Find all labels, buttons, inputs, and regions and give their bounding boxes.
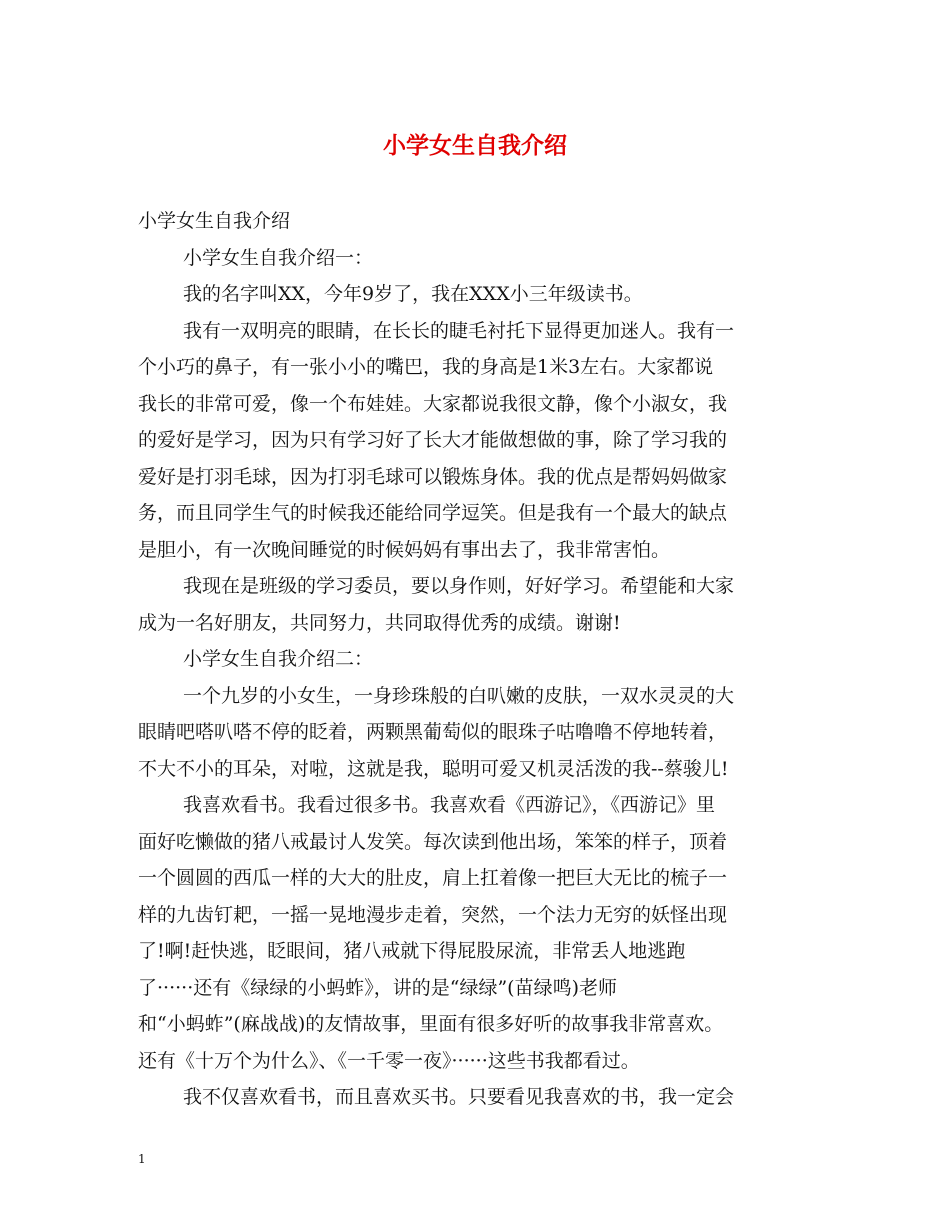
paragraph-line: 务，而且同学生气的时候我还能给同学逗笑。但是我有一个最大的缺点 (138, 502, 728, 524)
subsection-heading: 小学女生自我介绍二： (183, 648, 374, 670)
paragraph-line: 不大不小的耳朵，对啦，这就是我，聪明可爱又机灵活泼的我--蔡骏儿! (138, 757, 729, 780)
document-body (138, 203, 818, 1116)
paragraph-line: 还有《十万个为什么》、《一千零一夜》······这些书我都看过。 (138, 1049, 640, 1072)
paragraph-line: 一个圆圆的西瓜一样的大大的肚皮，肩上扛着像一把巨大无比的梳子一 (138, 867, 728, 889)
paragraph-line: 爱好是打羽毛球，因为打羽毛球可以锻炼身体。我的优点是帮妈妈做家 (138, 465, 728, 488)
paragraph-line: 我有一双明亮的眼睛，在长长的睫毛衬托下显得更加迷人。我有一 (183, 319, 735, 342)
paragraph-line: 我现在是班级的学习委员，要以身作则，好好学习。希望能和大家 (183, 575, 735, 597)
paragraph-line: 样的九齿钉耙，一摇一晃地漫步走着，突然，一个法力无穷的妖怪出现 (138, 903, 728, 926)
paragraph-line: 我长的非常可爱，像一个布娃娃。大家都说我很文静，像个小淑女，我 (138, 392, 728, 415)
paragraph-line: 我喜欢看书。我看过很多书。我喜欢看《西游记》，《西游记》里 (183, 794, 716, 816)
paragraph-line: 我的名字叫XX，今年9岁了，我在XXX小三年级读书。 (183, 283, 643, 305)
paragraph-line: 了!啊!赶快逃，眨眼间，猪八戒就下得屁股尿流，非常丢人地逃跑 (138, 940, 686, 962)
paragraph-line: 个小巧的鼻子，有一张小小的嘴巴，我的身高是1米3左右。大家都说 (138, 356, 714, 378)
paragraph-line: 是胆小，有一次晚间睡觉的时候妈妈有事出去了，我非常害怕。 (138, 538, 671, 561)
paragraph-line: 面好吃懒做的猪八戒最讨人发笑。每次读到他出场，笨笨的样子，顶着 (138, 830, 728, 853)
subsection-heading: 小学女生自我介绍一： (183, 246, 374, 269)
section-heading: 小学女生自我介绍 (138, 210, 291, 232)
paragraph-line: 了······还有《绿绿的小蚂蚱》，讲的是“绿绿”(苗绿鸣)老师 (138, 976, 617, 999)
page-number: 1 (138, 1152, 146, 1166)
paragraph-line: 和“小蚂蚱”(麻战战)的友情故事，里面有很多好听的故事我非常喜欢。 (138, 1013, 724, 1035)
document-title: 小学女生自我介绍 (383, 133, 567, 159)
paragraph-line: 我不仅喜欢看书，而且喜欢买书。只要看见我喜欢的书，我一定会 (183, 1086, 735, 1108)
paragraph-line: 的爱好是学习，因为只有学习好了长大才能做想做的事，除了学习我的 (138, 429, 728, 451)
paragraph-line: 眼睛吧嗒叭嗒不停的眨着，两颗黑葡萄似的眼珠子咕噜噜不停地转着， (138, 721, 728, 743)
paragraph-line: 成为一名好朋友，共同努力，共同取得优秀的成绩。谢谢! (138, 611, 621, 634)
paragraph-line: 一个九岁的小女生，一身珍珠般的白叭嫩的皮肤，一双水灵灵的大 (183, 684, 735, 707)
